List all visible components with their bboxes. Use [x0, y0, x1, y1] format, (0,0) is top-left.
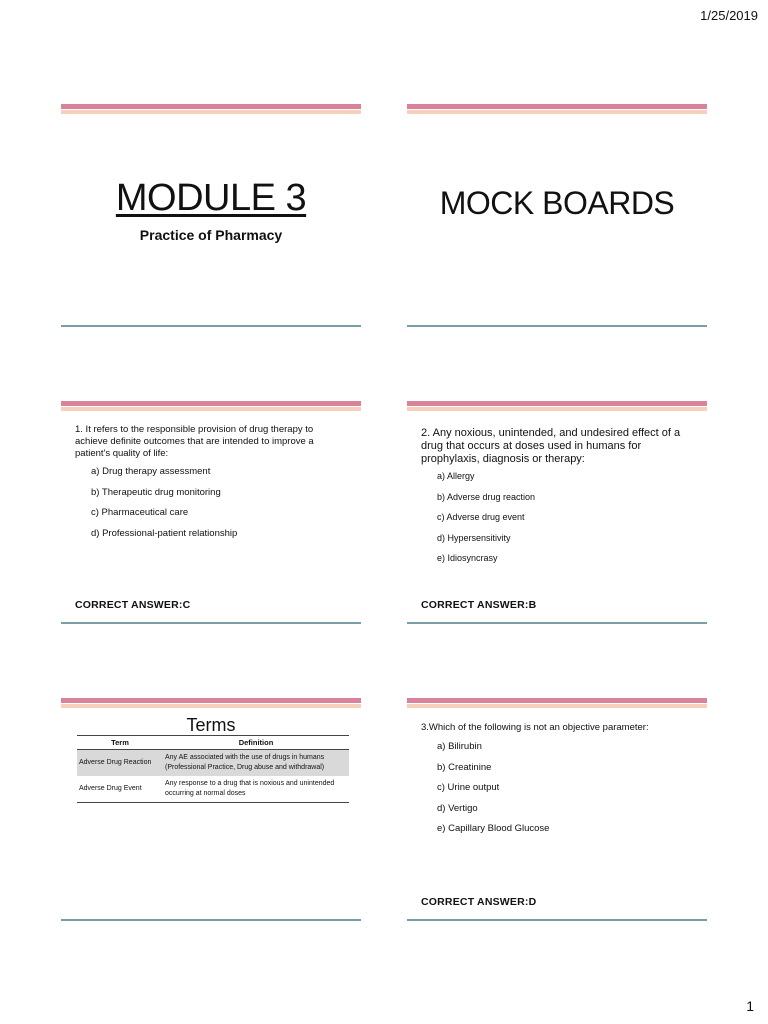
slide-top-bar-accent — [61, 704, 361, 708]
module-subtitle: Practice of Pharmacy — [139, 227, 283, 243]
option-item: e) Idiosyncrasy — [437, 553, 498, 563]
option-item: c) Adverse drug event — [437, 512, 525, 522]
question-text: 3.Which of the following is not an objective parameter: — [421, 722, 649, 733]
print-date: 1/25/2019 — [700, 8, 758, 23]
slide-mock-boards — [407, 101, 707, 327]
slide-bottom-line — [407, 622, 707, 624]
column-header-definition: Definition — [163, 736, 349, 750]
option-item: c) Pharmaceutical care — [91, 507, 189, 518]
slide-bottom-line — [61, 919, 361, 921]
slide-top-bar-accent — [407, 704, 707, 708]
slide-bottom-line — [61, 325, 361, 327]
options-list — [437, 471, 535, 574]
slide-module-title — [61, 101, 361, 327]
page-number: 1 — [746, 998, 754, 1014]
definition-cell: Any response to a drug that is noxious and unintended occurring at normal doses — [165, 780, 335, 797]
correct-answer: CORRECT ANSWER:D — [421, 896, 537, 908]
slide-bottom-line — [407, 325, 707, 327]
slide-top-bar — [61, 698, 361, 703]
terms-table — [77, 735, 349, 803]
table-row — [77, 776, 349, 803]
terms-title: Terms — [186, 715, 236, 735]
slide-terms — [61, 695, 361, 921]
slide-bottom-line — [407, 919, 707, 921]
slide-question-1 — [61, 398, 361, 624]
mock-boards-title: MOCK BOARDS — [439, 185, 675, 221]
correct-answer: CORRECT ANSWER:B — [421, 599, 537, 611]
term-cell: Adverse Drug Event — [79, 785, 142, 792]
column-header-term: Term — [77, 736, 163, 750]
term-cell: Adverse Drug Reaction — [77, 750, 163, 777]
slide-top-bar-accent — [61, 110, 361, 114]
option-item: d) Professional-patient relationship — [91, 527, 238, 539]
option-item: b) Adverse drug reaction — [437, 491, 536, 502]
correct-answer: CORRECT ANSWER:C — [75, 599, 191, 611]
question-text: 1. It refers to the responsible provision of drug therapy to achieve definite outcomes that are intended to improve a patient's quality of life: — [75, 424, 314, 459]
slide-top-bar — [407, 401, 707, 406]
option-item: d) Vertigo — [437, 802, 478, 814]
module-title: MODULE 3 — [115, 177, 307, 219]
slide-top-bar — [61, 104, 361, 109]
option-item: a) Allergy — [437, 471, 475, 481]
option-item: d) Hypersensitivity — [437, 532, 511, 543]
slide-top-bar — [407, 698, 707, 703]
option-item: a) Bilirubin — [437, 741, 482, 752]
options-list — [91, 466, 237, 548]
slide-top-bar — [407, 104, 707, 109]
slide-top-bar-accent — [407, 110, 707, 114]
slide-question-3 — [407, 695, 707, 921]
table-row — [77, 750, 349, 777]
option-item: b) Therapeutic drug monitoring — [91, 486, 221, 498]
slide-question-2 — [407, 398, 707, 624]
options-list — [437, 741, 549, 844]
option-item: e) Capillary Blood Glucose — [437, 823, 550, 834]
definition-cell: Any AE associated with the use of drugs in humans (Professional Practice, Drug abuse and withdrawal) — [163, 750, 349, 777]
option-item: c) Urine output — [437, 782, 500, 793]
slide-top-bar — [61, 401, 361, 406]
terms-header-row — [77, 736, 349, 750]
option-item: a) Drug therapy assessment — [91, 466, 211, 477]
slide-top-bar-accent — [61, 407, 361, 411]
slide-top-bar-accent — [407, 407, 707, 411]
slide-bottom-line — [61, 622, 361, 624]
option-item: b) Creatinine — [437, 761, 492, 773]
question-text: 2. Any noxious, unintended, and undesired effect of a drug that occurs at doses used in humans for prophylaxis, diagnosis or therapy: — [421, 427, 681, 465]
